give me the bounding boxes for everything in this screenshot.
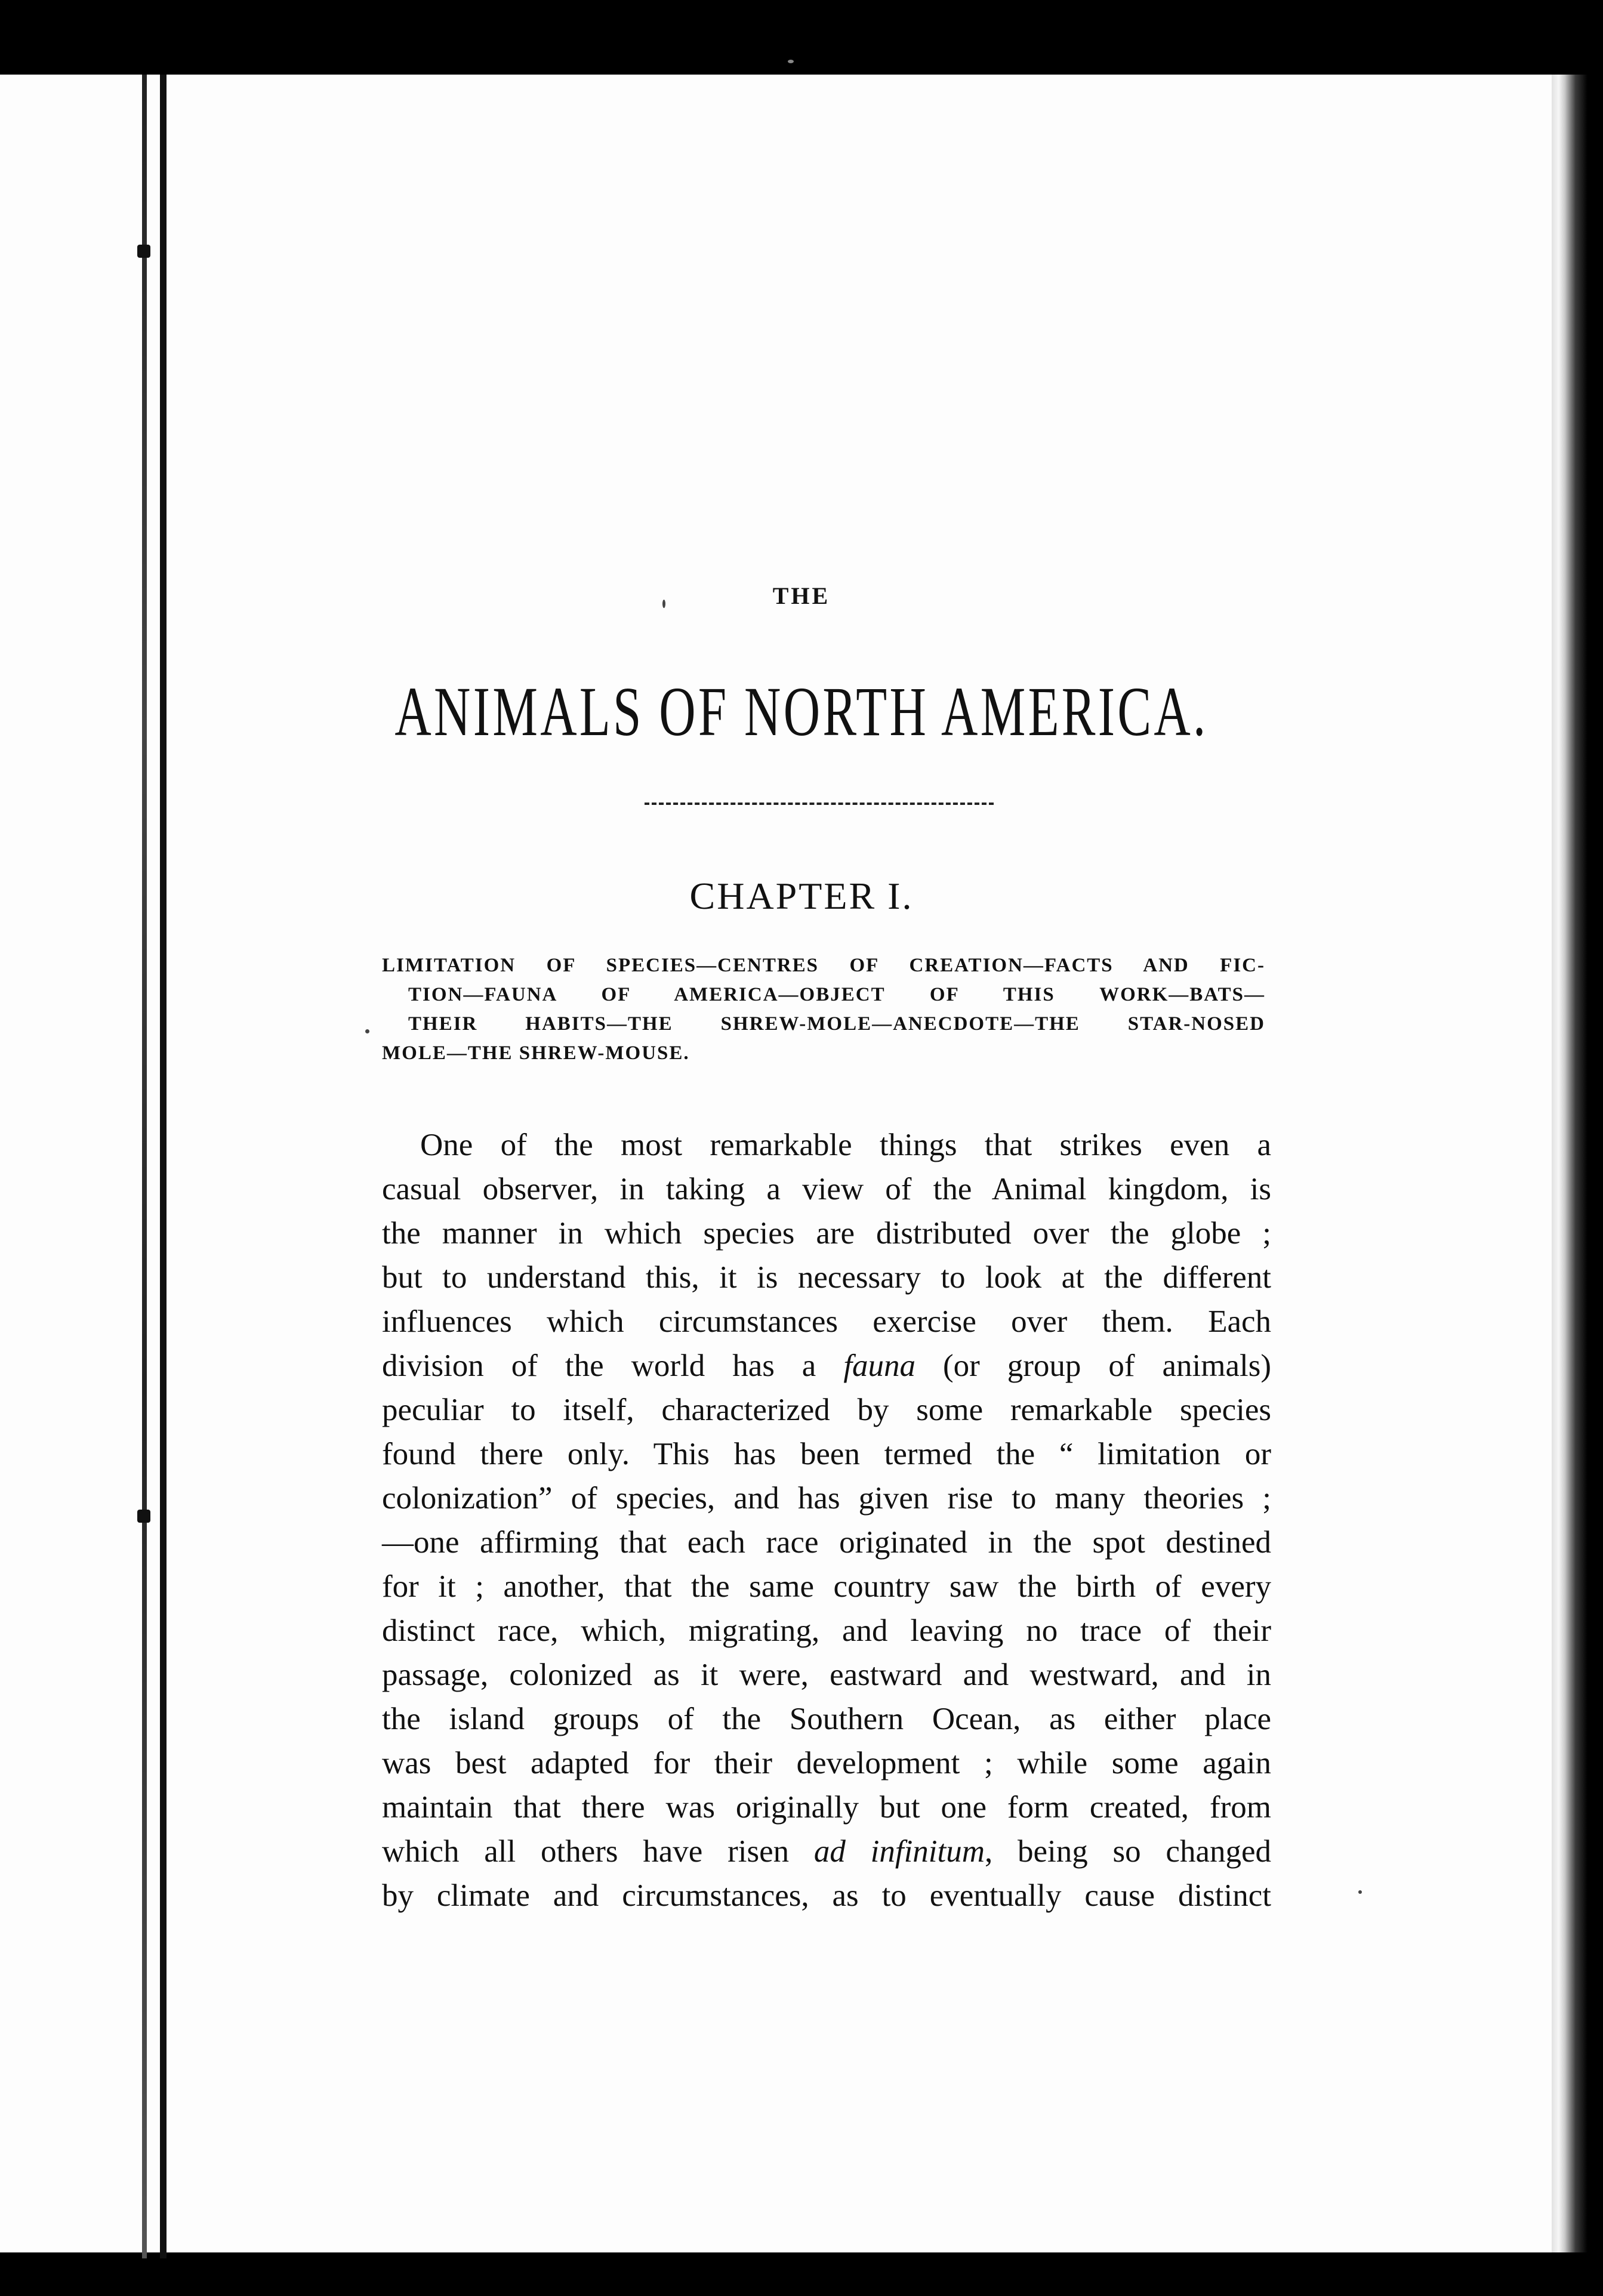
binding-knot bbox=[137, 1510, 150, 1523]
body-paragraph bbox=[382, 1123, 1271, 1918]
body-line: for it ; another, that the same country saw the birth of every bbox=[382, 1569, 1271, 1604]
page-gutter-line bbox=[160, 75, 167, 2258]
body-line: peculiar to itself, characterized by some remarkable species bbox=[382, 1393, 1271, 1427]
body-line: distinct race, which, migrating, and leaving no trace of their bbox=[382, 1613, 1271, 1648]
body-line: casual observer, in taking a view of the Animal kingdom, is bbox=[382, 1172, 1271, 1206]
chapter-summary bbox=[382, 951, 1265, 1068]
body-line: colonization” of species, and has given rise to many theories ; bbox=[382, 1481, 1271, 1516]
body-line: passage, colonized as it were, eastward and westward, and in bbox=[382, 1658, 1271, 1692]
body-line: division of the world has a fauna (or group of animals) bbox=[382, 1348, 1271, 1383]
body-line: maintain that there was originally but one form created, from bbox=[382, 1790, 1271, 1825]
scan-border-top bbox=[0, 0, 1603, 75]
scan-fleck bbox=[365, 1029, 369, 1033]
body-line: One of the most remarkable things that strikes even a bbox=[420, 1128, 1271, 1162]
body-line: the manner in which species are distributed over the globe ; bbox=[382, 1216, 1271, 1251]
body-line: by climate and circumstances, as to eventually cause distinct bbox=[382, 1878, 1271, 1913]
summary-line: MOLE—THE SHREW-MOUSE. bbox=[382, 1042, 690, 1064]
body-line: —one affirming that each race originated in the spot destined bbox=[382, 1525, 1271, 1560]
binding-knot bbox=[137, 245, 150, 258]
page-edge-right bbox=[1552, 75, 1603, 2296]
binding-thread bbox=[142, 75, 147, 2258]
body-line: was best adapted for their development ; while some again bbox=[382, 1746, 1271, 1780]
summary-line: TION—FAUNA OF AMERICA—OBJECT OF THIS WORK—BATS— bbox=[408, 984, 1265, 1005]
body-line: found there only. This has been termed the “ limitation or bbox=[382, 1437, 1271, 1471]
scan-fleck bbox=[788, 60, 794, 63]
body-line: the island groups of the Southern Ocean, as either place bbox=[382, 1702, 1271, 1736]
scan-border-bottom bbox=[0, 2252, 1603, 2296]
scan-fleck bbox=[1358, 1890, 1362, 1894]
summary-line: THEIR HABITS—THE SHREW-MOLE—ANECDOTE—THE STAR-NOSED bbox=[408, 1013, 1265, 1035]
pre-title: THE bbox=[772, 582, 831, 609]
body-line: influences which circumstances exercise over them. Each bbox=[382, 1304, 1271, 1339]
body-line: but to understand this, it is necessary to look at the different bbox=[382, 1260, 1271, 1295]
body-line: which all others have risen ad infinitum, being so changed bbox=[382, 1834, 1271, 1869]
chapter-heading: CHAPTER I. bbox=[689, 875, 914, 917]
title-divider bbox=[645, 803, 994, 805]
book-title: ANIMALS OF NORTH AMERICA. bbox=[394, 672, 1209, 751]
summary-line: LIMITATION OF SPECIES—CENTRES OF CREATION—FACTS AND FIC- bbox=[382, 955, 1265, 976]
